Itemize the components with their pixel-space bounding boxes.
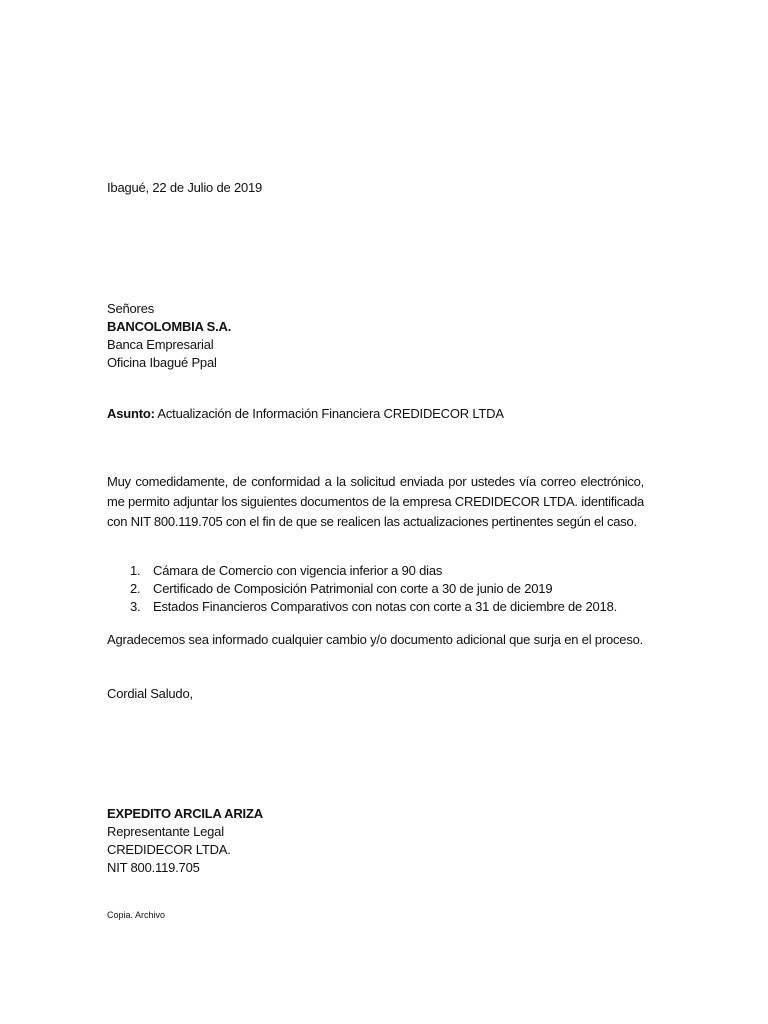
subject-text: Actualización de Información Financiera CREDIDECOR LTDA: [154, 406, 504, 421]
list-item: [107, 562, 617, 580]
date-line: Ibagué, 22 de Julio de 2019: [107, 180, 263, 195]
list-item-text: Estados Financieros Comparativos con notas con corte a 31 de diciembre de 2018.: [153, 599, 618, 614]
farewell: Cordial Saludo,: [107, 686, 193, 701]
subject-label: Asunto:: [107, 406, 155, 421]
signature-company: CREDIDECOR LTDA.: [107, 842, 231, 857]
copy-note: Copia. Archivo: [107, 910, 166, 920]
recipient-salutation: Señores: [107, 301, 155, 316]
recipient-company: BANCOLOMBIA S.A.: [107, 319, 232, 334]
list-item-number: 3.: [130, 599, 141, 614]
subject-line: [107, 405, 504, 423]
list-item-number: 2.: [130, 581, 141, 596]
body-paragraph: Muy comedidamente, de conformidad a la solicitud enviada por ustedes vía correo electrónico, me permito adjuntar los siguientes documentos de la empresa CREDIDECOR LTDA. identificada con NIT 800.119.705 con el fin de que se realicen las actualizaciones pertinentes según el caso.: [107, 474, 644, 529]
list-item-number: 1.: [130, 563, 141, 578]
list-item-text: Certificado de Composición Patrimonial con corte a 30 de junio de 2019: [153, 581, 553, 596]
signature-title: Representante Legal: [107, 824, 224, 839]
documents-list: [107, 562, 617, 616]
list-item: [107, 598, 617, 616]
closing-request: Agradecemos sea informado cualquier cambio y/o documento adicional que surja en el proceso.: [107, 632, 644, 647]
list-item-text: Cámara de Comercio con vigencia inferior a 90 dias: [153, 563, 443, 578]
recipient-division: Banca Empresarial: [107, 337, 214, 352]
recipient-office: Oficina Ibagué Ppal: [107, 355, 217, 370]
list-item: [107, 580, 617, 598]
signature-name: EXPEDITO ARCILA ARIZA: [107, 806, 263, 821]
signature-nit: NIT 800.119.705: [107, 860, 200, 875]
